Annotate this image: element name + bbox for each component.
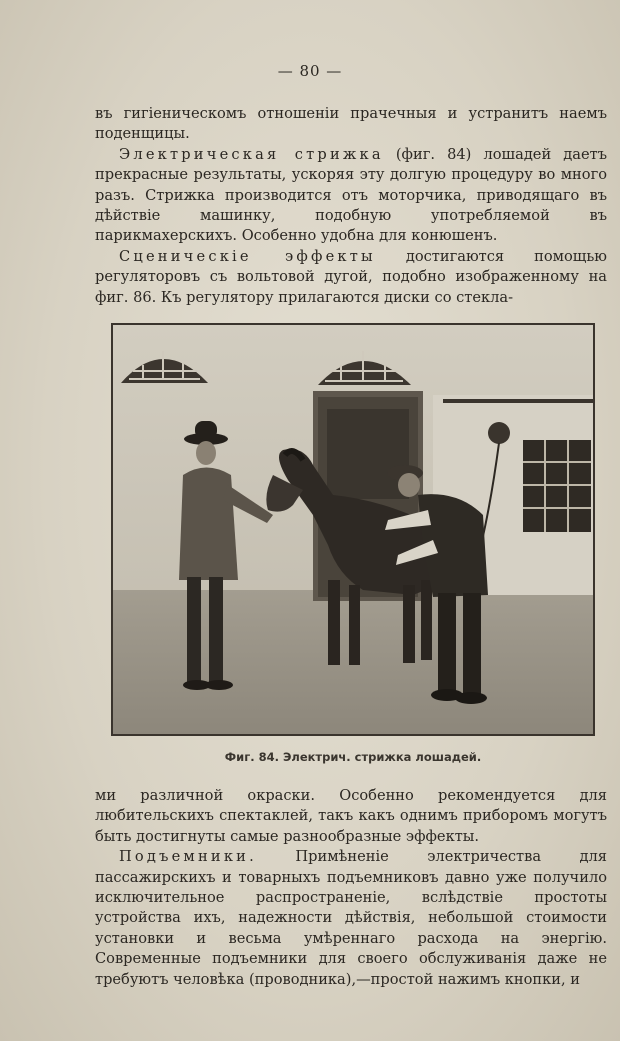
figure-photograph <box>111 323 595 736</box>
figure-caption: Фиг. 84. Электрич. стрижка лошадей. <box>224 750 482 764</box>
horse-clipping-photo <box>113 325 593 734</box>
paragraph-lead: Подъемники. <box>119 848 257 866</box>
paragraph-text: ми различной окраски. Особенно рекомендуется для любительскихъ спектаклей, такъ какъ однимъ приборомъ могутъ быть достигнуты самые разнообразные эффекты. <box>95 787 607 845</box>
top-text-block <box>95 104 607 308</box>
paragraph <box>95 247 607 308</box>
paragraph <box>95 145 607 247</box>
paragraph-lead: Электрическая стрижка <box>119 145 384 163</box>
paragraph <box>95 847 607 990</box>
paragraph <box>95 104 607 145</box>
grid-window <box>523 440 591 532</box>
bottom-text-block <box>95 786 607 990</box>
page-number: — 80 — <box>277 62 343 80</box>
paragraph-lead: Сценическіе эффекты <box>119 247 376 265</box>
clipping-motor <box>488 422 510 444</box>
paragraph-text: въ гигіеническомъ отношеніи прачечныя и устранитъ наемъ поденщицы. <box>95 105 607 143</box>
paragraph <box>95 786 607 847</box>
paragraph-text: достигаются помощью регуляторовъ съ вольтовой дугой, подобно изображенному на фиг. 86. Къ регулятору прилагаются диски со стекла- <box>95 247 607 306</box>
paragraph-text: Примѣненіе электричества для пассажирскихъ и товарныхъ подъемниковъ давно уже получило исключительное распространеніе, вслѣдствіе простоты устройства ихъ, надежности дѣйствія, небольшой стоимости установки и весьма умѣреннаго расхода на энергію. Современные подъемники для своего обслуживанія даже не требуютъ человѣка (проводника),—простой нажимъ кнопки, и <box>95 848 607 988</box>
paragraph-text: (фиг. 84) лошадей даетъ прекрасные результаты, ускоряя эту долгую процедуру во много разъ. Стрижка производится отъ моторчика, приводящаго въ дѣйствіе машинку, подобную употребляемой въ парикмахерскихъ. Особенно удобна для конюшенъ. <box>95 145 607 245</box>
